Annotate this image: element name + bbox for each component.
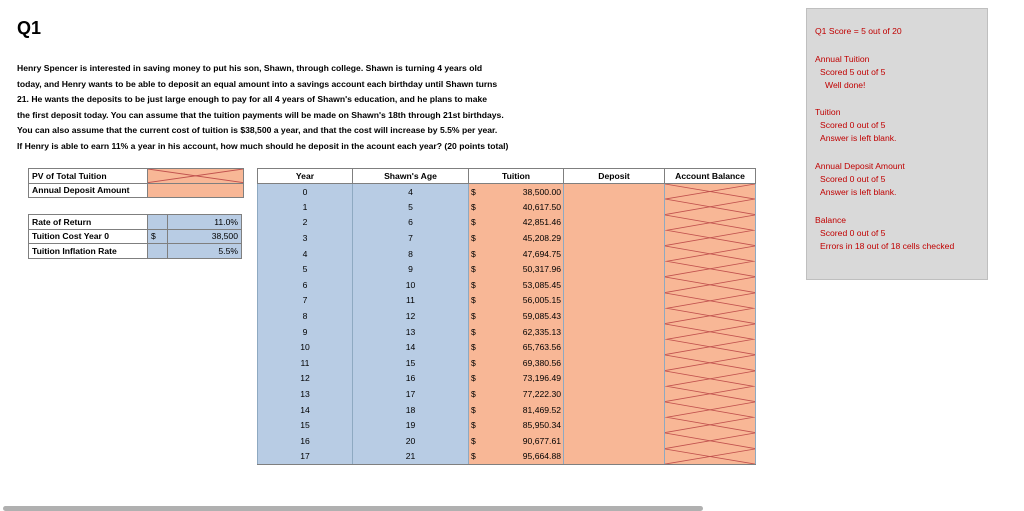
deposit-cell[interactable] xyxy=(564,199,665,215)
problem-line: Henry Spencer is interested in saving money to put his son, Shawn, through college. Shawn is turning 4 years old xyxy=(17,63,483,73)
tuition-currency: $ xyxy=(469,261,489,277)
answer-summary-table xyxy=(28,168,244,198)
deposit-cell[interactable] xyxy=(564,371,665,387)
tuition-cell[interactable]: 90,677.61 xyxy=(489,433,564,449)
table-row xyxy=(258,293,756,309)
year-cell: 3 xyxy=(258,230,353,246)
age-cell: 4 xyxy=(353,184,469,200)
deposit-cell[interactable] xyxy=(564,246,665,262)
tuition-inflation-label: Tuition Inflation Rate xyxy=(29,244,148,259)
pv-total-tuition-cell[interactable] xyxy=(148,169,244,184)
year-cell: 2 xyxy=(258,215,353,231)
year-cell: 8 xyxy=(258,308,353,324)
problem-line: 21. He wants the deposits to be just large enough to pay for all 4 years of Shawn's education, and he plans to make xyxy=(17,94,488,105)
tuition-schedule-table xyxy=(257,168,756,465)
tuition-cell[interactable]: 40,617.50 xyxy=(489,199,564,215)
age-cell: 8 xyxy=(353,246,469,262)
age-cell: 18 xyxy=(353,402,469,418)
header-balance: Account Balance xyxy=(665,169,756,184)
feedback-message: Well done! xyxy=(825,80,866,90)
deposit-cell[interactable] xyxy=(564,230,665,246)
horizontal-scrollbar[interactable] xyxy=(3,506,703,511)
tuition-cost-value[interactable]: 38,500 xyxy=(168,229,242,244)
question-title: Q1 xyxy=(17,18,42,38)
deposit-cell[interactable] xyxy=(564,402,665,418)
table-row xyxy=(258,386,756,402)
tuition-cell[interactable]: 73,196.49 xyxy=(489,371,564,387)
deposit-cell[interactable] xyxy=(564,449,665,465)
feedback-score: Scored 0 out of 5 xyxy=(820,120,886,130)
deposit-cell[interactable] xyxy=(564,324,665,340)
balance-cell[interactable] xyxy=(665,386,756,402)
total-score: Q1 Score = 5 out of 20 xyxy=(815,26,902,36)
tuition-currency: $ xyxy=(469,339,489,355)
pv-total-tuition-label: PV of Total Tuition xyxy=(29,169,148,184)
deposit-cell[interactable] xyxy=(564,293,665,309)
currency-symbol: $ xyxy=(148,229,168,244)
tuition-currency: $ xyxy=(469,386,489,402)
balance-cell[interactable] xyxy=(665,184,756,200)
age-cell: 9 xyxy=(353,261,469,277)
table-row xyxy=(258,308,756,324)
feedback-title: Tuition xyxy=(815,107,841,117)
tuition-cell[interactable]: 53,085.45 xyxy=(489,277,564,293)
deposit-cell[interactable] xyxy=(564,417,665,433)
annual-deposit-label: Annual Deposit Amount xyxy=(29,183,148,198)
annual-deposit-cell[interactable] xyxy=(148,183,244,198)
table-row xyxy=(258,261,756,277)
age-cell: 5 xyxy=(353,199,469,215)
rate-of-return-label: Rate of Return xyxy=(29,215,148,230)
header-year: Year xyxy=(258,169,353,184)
deposit-cell[interactable] xyxy=(564,184,665,200)
tuition-inflation-value[interactable]: 5.5% xyxy=(168,244,242,259)
tuition-currency: $ xyxy=(469,277,489,293)
tuition-cell[interactable]: 47,694.75 xyxy=(489,246,564,262)
table-row xyxy=(258,215,756,231)
table-row xyxy=(258,402,756,418)
balance-cell[interactable] xyxy=(665,246,756,262)
tuition-currency: $ xyxy=(469,184,489,200)
header-tuition: Tuition xyxy=(469,169,564,184)
balance-cell[interactable] xyxy=(665,324,756,340)
feedback-message: Errors in 18 out of 18 cells checked xyxy=(820,241,955,251)
tuition-cell[interactable]: 81,469.52 xyxy=(489,402,564,418)
problem-line: If Henry is able to earn 11% a year in his account, how much should he deposit in the acount each year? (20 points total) xyxy=(17,140,509,151)
feedback-title: Annual Tuition xyxy=(815,54,870,64)
tuition-currency: $ xyxy=(469,402,489,418)
tuition-cell[interactable]: 50,317.96 xyxy=(489,261,564,277)
tuition-currency: $ xyxy=(469,246,489,262)
feedback-balance xyxy=(815,214,954,253)
table-row xyxy=(258,417,756,433)
year-cell: 6 xyxy=(258,277,353,293)
balance-cell[interactable] xyxy=(665,230,756,246)
balance-cell[interactable] xyxy=(665,402,756,418)
balance-cell[interactable] xyxy=(665,199,756,215)
header-deposit: Deposit xyxy=(564,169,665,184)
year-cell: 4 xyxy=(258,246,353,262)
rate-of-return-value[interactable]: 11.0% xyxy=(168,215,242,230)
year-cell: 7 xyxy=(258,293,353,309)
balance-cell[interactable] xyxy=(665,277,756,293)
age-cell: 17 xyxy=(353,386,469,402)
age-cell: 15 xyxy=(353,355,469,371)
deposit-cell[interactable] xyxy=(564,339,665,355)
deposit-cell[interactable] xyxy=(564,433,665,449)
age-cell: 10 xyxy=(353,277,469,293)
deposit-cell[interactable] xyxy=(564,261,665,277)
balance-cell[interactable] xyxy=(665,371,756,387)
table-row xyxy=(258,355,756,371)
problem-line: the first deposit today. You can assume that the tuition payments will be made on Shawn's 18th through 21st birthdays. xyxy=(17,109,504,120)
year-cell: 13 xyxy=(258,386,353,402)
balance-cell[interactable] xyxy=(665,417,756,433)
year-cell: 11 xyxy=(258,355,353,371)
tuition-cell[interactable]: 42,851.46 xyxy=(489,215,564,231)
problem-line: You can also assume that the current cost of tuition is $38,500 a year, and that the cost will increase by 5.5% per year. xyxy=(17,125,498,136)
tuition-cost-label: Tuition Cost Year 0 xyxy=(29,229,148,244)
tuition-cell[interactable]: 59,085.43 xyxy=(489,308,564,324)
balance-cell[interactable] xyxy=(665,293,756,309)
balance-cell[interactable] xyxy=(665,308,756,324)
deposit-cell[interactable] xyxy=(564,355,665,371)
problem-line: today, and Henry wants to be able to deposit an equal amount into a savings account each birthday until Shawn turns xyxy=(17,78,498,89)
year-cell: 12 xyxy=(258,371,353,387)
tuition-currency: $ xyxy=(469,449,489,465)
feedback-panel xyxy=(806,8,988,280)
header-age: Shawn's Age xyxy=(353,169,469,184)
deposit-cell[interactable] xyxy=(564,386,665,402)
tuition-cell[interactable]: 38,500.00 xyxy=(489,184,564,200)
tuition-cell[interactable]: 77,222.30 xyxy=(489,386,564,402)
balance-cell[interactable] xyxy=(665,215,756,231)
tuition-cell[interactable]: 45,208.29 xyxy=(489,230,564,246)
age-cell: 19 xyxy=(353,417,469,433)
tuition-currency: $ xyxy=(469,230,489,246)
feedback-score: Scored 5 out of 5 xyxy=(820,67,886,77)
table-row xyxy=(258,339,756,355)
age-cell: 20 xyxy=(353,433,469,449)
deposit-cell[interactable] xyxy=(564,308,665,324)
tuition-currency: $ xyxy=(469,433,489,449)
tuition-currency: $ xyxy=(469,293,489,309)
table-row xyxy=(258,230,756,246)
feedback-annual-deposit xyxy=(815,160,905,199)
feedback-title: Annual Deposit Amount xyxy=(815,161,905,171)
year-cell: 1 xyxy=(258,199,353,215)
age-cell: 6 xyxy=(353,215,469,231)
age-cell: 11 xyxy=(353,293,469,309)
age-cell: 13 xyxy=(353,324,469,340)
tuition-currency: $ xyxy=(469,371,489,387)
tuition-currency: $ xyxy=(469,355,489,371)
problem-text xyxy=(17,61,617,155)
tuition-cell[interactable]: 56,005.15 xyxy=(489,293,564,309)
table-row xyxy=(258,199,756,215)
feedback-message: Answer is left blank. xyxy=(820,133,897,143)
year-cell: 0 xyxy=(258,184,353,200)
tuition-cell[interactable]: 69,380.56 xyxy=(489,355,564,371)
age-cell: 12 xyxy=(353,308,469,324)
table-row xyxy=(258,371,756,387)
table-row xyxy=(258,184,756,200)
table-row xyxy=(258,277,756,293)
feedback-tuition xyxy=(815,106,896,145)
feedback-annual-tuition xyxy=(815,53,885,92)
year-cell: 14 xyxy=(258,402,353,418)
year-cell: 17 xyxy=(258,449,353,465)
inputs-table xyxy=(28,214,242,259)
year-cell: 16 xyxy=(258,433,353,449)
balance-cell[interactable] xyxy=(665,355,756,371)
tuition-currency: $ xyxy=(469,199,489,215)
tuition-currency: $ xyxy=(469,215,489,231)
table-row xyxy=(258,433,756,449)
age-cell: 16 xyxy=(353,371,469,387)
year-cell: 10 xyxy=(258,339,353,355)
balance-cell[interactable] xyxy=(665,261,756,277)
balance-cell[interactable] xyxy=(665,449,756,465)
tuition-cell[interactable]: 65,763.56 xyxy=(489,339,564,355)
tuition-cell[interactable]: 95,664.88 xyxy=(489,449,564,465)
tuition-currency: $ xyxy=(469,417,489,433)
table-row xyxy=(258,449,756,465)
year-cell: 9 xyxy=(258,324,353,340)
tuition-currency: $ xyxy=(469,324,489,340)
tuition-cell[interactable]: 62,335.13 xyxy=(489,324,564,340)
balance-cell[interactable] xyxy=(665,433,756,449)
year-cell: 15 xyxy=(258,417,353,433)
feedback-score: Scored 0 out of 5 xyxy=(820,228,886,238)
tuition-cell[interactable]: 85,950.34 xyxy=(489,417,564,433)
deposit-cell[interactable] xyxy=(564,215,665,231)
age-cell: 14 xyxy=(353,339,469,355)
tuition-currency: $ xyxy=(469,308,489,324)
feedback-score: Scored 0 out of 5 xyxy=(820,174,886,184)
feedback-message: Answer is left blank. xyxy=(820,187,897,197)
balance-cell[interactable] xyxy=(665,339,756,355)
table-row xyxy=(258,324,756,340)
table-row xyxy=(258,246,756,262)
age-cell: 21 xyxy=(353,449,469,465)
deposit-cell[interactable] xyxy=(564,277,665,293)
age-cell: 7 xyxy=(353,230,469,246)
year-cell: 5 xyxy=(258,261,353,277)
feedback-title: Balance xyxy=(815,215,847,225)
